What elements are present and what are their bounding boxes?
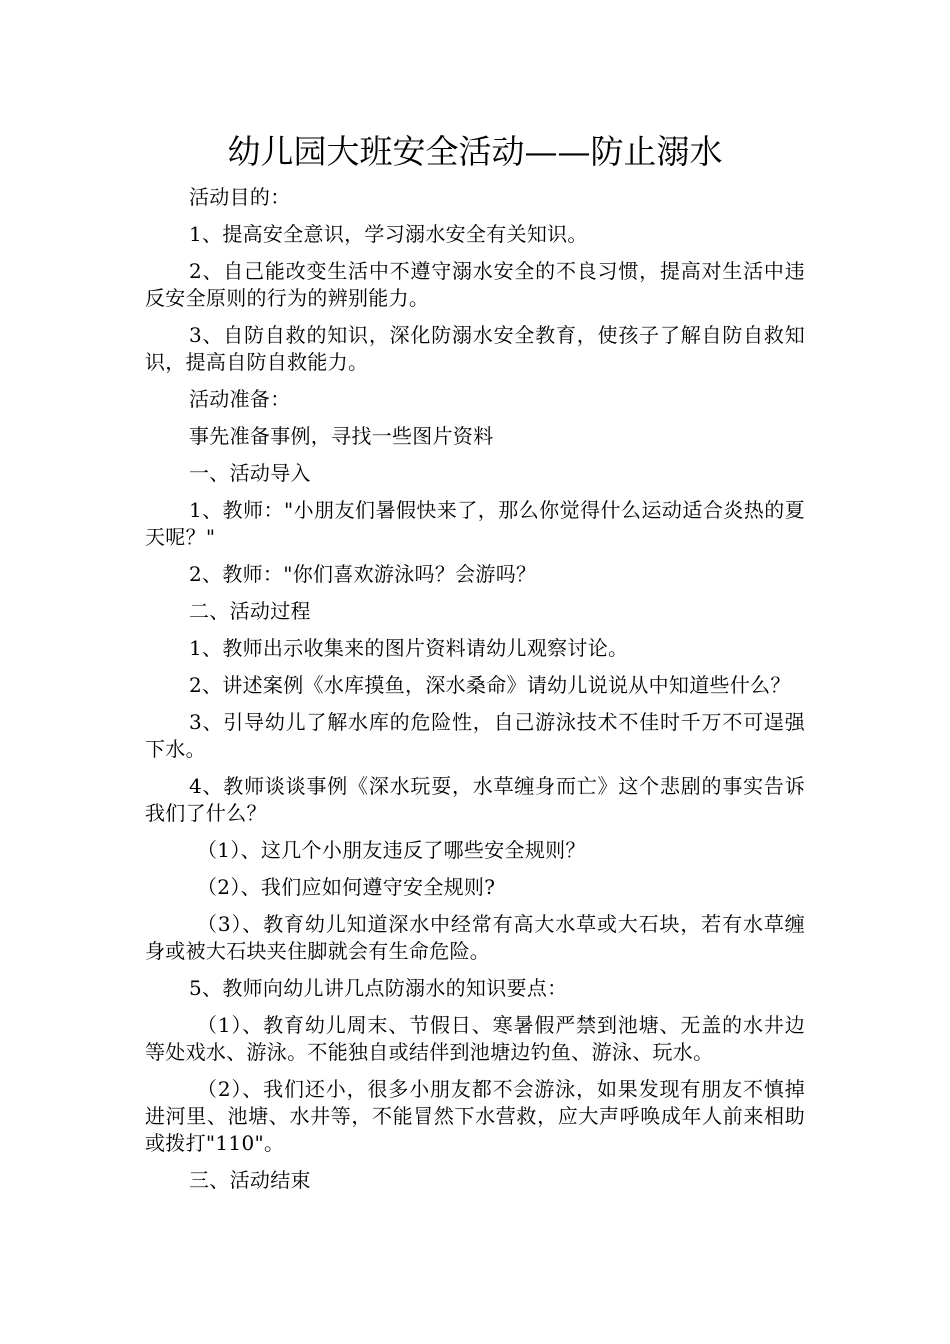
paragraph: （1）、教育幼儿周末、节假日、寒暑假严禁到池塘、无盖的水井边等处戏水、游泳。不能独自或结伴到池塘边钓鱼、游泳、玩水。	[145, 1013, 805, 1064]
paragraph: 1、提高安全意识，学习溺水安全有关知识。	[189, 222, 588, 246]
paragraph: 活动目的：	[189, 185, 291, 209]
paragraph: 1、教师出示收集来的图片资料请幼儿观察讨论。	[189, 636, 629, 660]
paragraph: 5、教师向幼儿讲几点防溺水的知识要点：	[189, 976, 568, 1000]
paragraph: 2、讲述案例《水库摸鱼，深水桑命》请幼儿说说从中知道些什么？	[189, 673, 791, 697]
paragraph: 事先准备事例，寻找一些图片资料	[189, 424, 494, 448]
paragraph: （2）、我们应如何遵守安全规则?	[197, 875, 496, 899]
paragraph: 二、活动过程	[189, 599, 311, 623]
paragraph: （3）、教育幼儿知道深水中经常有高大水草或大石块，若有水草缠身或被大石块夹住脚就会有生命危险。	[145, 912, 805, 963]
paragraph: 2、教师："你们喜欢游泳吗？会游吗？	[189, 562, 537, 586]
paragraph: 3、自防自救的知识，深化防溺水安全教育，使孩子了解自防自救知识，提高自防自救能力。	[145, 323, 805, 374]
paragraph: 三、活动结束	[189, 1168, 311, 1192]
document-title: 幼儿园大班安全活动——防止溺水	[227, 132, 723, 171]
document-body	[145, 184, 805, 1204]
paragraph: （2）、我们还小，很多小朋友都不会游泳，如果发现有朋友不慎掉进河里、池塘、水井等，不能冒然下水营救，应大声呼唤成年人前来相助或拨打"110"。	[145, 1077, 805, 1155]
paragraph: 2、自己能改变生活中不遵守溺水安全的不良习惯，提高对生活中违反安全原则的行为的辨别能力。	[145, 259, 805, 310]
paragraph: 1、教师："小朋友们暑假快来了，那么你觉得什么运动适合炎热的夏天呢？"	[145, 498, 805, 549]
paragraph: 活动准备：	[189, 387, 291, 411]
paragraph: 一、活动导入	[189, 461, 311, 485]
paragraph: 3、引导幼儿了解水库的危险性，自己游泳技术不佳时千万不可逞强下水。	[145, 710, 805, 761]
paragraph: （1）、这几个小朋友违反了哪些安全规则？	[197, 838, 586, 862]
paragraph: 4、教师谈谈事例《深水玩耍，水草缠身而亡》这个悲剧的事实告诉我们了什么？	[145, 774, 805, 825]
